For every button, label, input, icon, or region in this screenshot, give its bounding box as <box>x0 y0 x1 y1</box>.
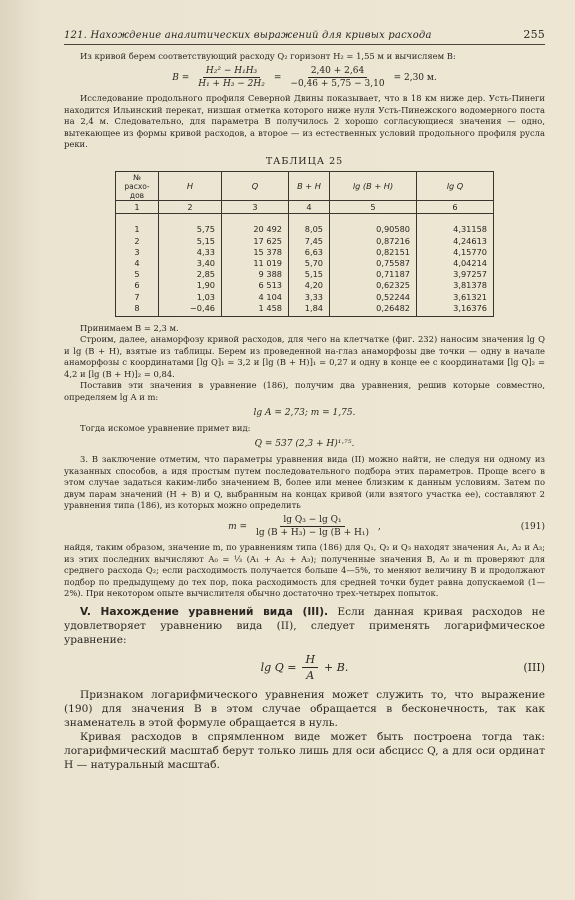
formula-m-frac <box>253 515 372 538</box>
table-cell: 5,75 <box>159 214 222 236</box>
table-row <box>116 236 494 247</box>
table-cell: 5,70 <box>289 258 330 269</box>
formula-b-frac2 <box>287 66 387 89</box>
table-header-lg-bh: lg (B + H) <box>330 172 417 201</box>
table-cell: 5 <box>116 269 159 280</box>
table-colnum-1: 1 <box>116 201 159 214</box>
formula-b-den1: H₁ + H₃ − 2H₂ <box>198 79 265 90</box>
paragraph-9: Признаком логарифмического уравнения может служить то, что выражение (190) для значения B в этом случае обращается в бесконечность, так как знаменатель в этой формуле обращается в нуль. <box>64 689 545 730</box>
formula-log-den: A <box>306 669 315 683</box>
paragraph-4: Строим, далее, анаморфозу кривой расходов, для чего на клетчатке (фиг. 232) наносим значения lg Q и lg (B + H), взятые из таблицы. Берем из проведенной на-глаз анаморфозы две точки — одну в начале анаморфозы с координатами [lg Q]₁ = 3,2 и [lg (B + H)]₁ = 0,27 и одну в конце ее с координатами [lg Q]₂ = 4,2 и [lg (B + H)]₂ = 0,84. <box>64 334 545 379</box>
table-cell: 0,26482 <box>330 303 417 317</box>
formula-b-result: = 2,30 м. <box>393 72 437 83</box>
table-cell: 3 <box>116 247 159 258</box>
formula-m-tail: , <box>378 521 381 532</box>
table-header-bh: B + H <box>289 172 330 201</box>
table-cell: 3,61321 <box>417 292 494 303</box>
table-row <box>116 292 494 303</box>
table-cell: 7 <box>116 292 159 303</box>
table-cell: 17 625 <box>222 236 289 247</box>
table-cell: 4,20 <box>289 280 330 291</box>
table-cell: 15 378 <box>222 247 289 258</box>
formula-m <box>64 515 545 538</box>
formula-q: Q = 537 (2,3 + H)¹·⁷⁵. <box>254 439 355 450</box>
formula-log-number: (III) <box>523 661 545 675</box>
table-cell: 3,81378 <box>417 280 494 291</box>
table-cell: 3,40 <box>159 258 222 269</box>
table-cell: 6,63 <box>289 247 330 258</box>
table-cell: 1 458 <box>222 303 289 317</box>
formula-m-number: (191) <box>520 521 545 532</box>
formula-log-lhs: lg Q = <box>260 661 297 675</box>
formula-log <box>64 653 545 682</box>
paragraph-6: Тогда искомое уравнение примет вид: <box>80 422 251 433</box>
paragraph-5: Поставив эти значения в уравнение (186), получим два уравнения, решив которые совместно, определяем lg A и m: <box>64 380 545 402</box>
table-row <box>116 214 494 236</box>
table-cell: 2,85 <box>159 269 222 280</box>
table-cell: 0,90580 <box>330 214 417 236</box>
section-5-paragraph <box>64 605 545 647</box>
formula-b-eq: = <box>273 72 282 83</box>
table-cell: 6 <box>116 280 159 291</box>
table-cell: 20 492 <box>222 214 289 236</box>
formula-log-frac <box>302 653 318 682</box>
page-number: 255 <box>523 28 545 41</box>
table-cell: 0,71187 <box>330 269 417 280</box>
table-cell: 2 <box>116 236 159 247</box>
table-colnum-2: 2 <box>159 201 222 214</box>
formula-log-tail: + B. <box>324 661 349 675</box>
section-5-text: Если данная кривая расходов не удовлетворяет уравнению вида (II), следует применять логарифмическое уравнение: <box>64 606 545 647</box>
table-header-no: № расхо-дов <box>116 172 159 201</box>
table-row <box>116 269 494 280</box>
section-5-heading: V. Нахождение уравнений вида (III). <box>80 606 329 619</box>
table-colnum-5: 5 <box>330 201 417 214</box>
table-cell: 0,75587 <box>330 258 417 269</box>
table-header-q: Q <box>222 172 289 201</box>
table-cell: 8,05 <box>289 214 330 236</box>
formula-lga-m: lg A = 2,73; m = 1,75. <box>253 407 356 418</box>
table-row <box>116 258 494 269</box>
table-row <box>116 280 494 291</box>
paragraph-2: Исследование продольного профиля Северной Двины показывает, что в 18 км ниже дер. Усть-Пинеги находится Ильинский перекат, низшая отметка которого ниже нуля Усть-Пинежского водомерного поста на 2,4 м. Следовательно, для параметра B получилось 2 хорошо согласующиеся значения — одно, вытекающее из формы кривой расходов, а второе — из естественных условий продольного профиля русла реки. <box>64 93 545 150</box>
running-head-title: 121. Нахождение аналитических выражений для кривых расхода <box>64 30 432 41</box>
table-cell: 4,04214 <box>417 258 494 269</box>
formula-b-num2: 2,40 + 2,64 <box>308 66 367 78</box>
running-head <box>64 28 545 45</box>
table-cell: 1,90 <box>159 280 222 291</box>
table-header-lg-q: lg Q <box>417 172 494 201</box>
formula-m-lhs: m = <box>228 521 248 532</box>
table-cell: 1,84 <box>289 303 330 317</box>
formula-b-frac1 <box>195 66 268 89</box>
table-cell: 5,15 <box>159 236 222 247</box>
data-table <box>115 171 494 317</box>
table-cell: 0,87216 <box>330 236 417 247</box>
table-cell: 1,03 <box>159 292 222 303</box>
table-cell: 5,15 <box>289 269 330 280</box>
table-colnum-4: 4 <box>289 201 330 214</box>
table-cell: 8 <box>116 303 159 317</box>
table-cell: 1 <box>116 214 159 236</box>
table-cell: 3,97257 <box>417 269 494 280</box>
paragraph-7: 3. В заключение отметим, что параметры уравнения вида (II) можно найти, не следуя ни одному из указанных способов, а идя простым путем последовательного подбора этих параметров. Проще всего в этом случае задаться каким-либо значением B, более или менее близким к данным условиям. Затем по двум парам значений (H + B) и Q, выбранным на концах кривой (или взятого участка ее), составляют 2 уравнения типа (186), из которых можно определить <box>64 454 545 510</box>
table-cell: 3,16376 <box>417 303 494 317</box>
table-cell: 0,52244 <box>330 292 417 303</box>
table-row <box>116 303 494 317</box>
table-cell: 11 019 <box>222 258 289 269</box>
paragraph-3: Принимаем B = 2,3 м. <box>80 323 179 334</box>
formula-m-den: lg (B + H₃) − lg (B + H₁) <box>256 528 370 539</box>
formula-log-num: H <box>302 653 318 668</box>
table-colnum-3: 3 <box>222 201 289 214</box>
table-cell: 0,82151 <box>330 247 417 258</box>
formula-b <box>64 66 545 89</box>
paragraph-8: найдя, таким образом, значение m, по уравнениям типа (186) для Q₁, Q₂ и Q₃ находят значения A₁, A₂ и A₃; из этих последних вычисляют A₀ = ⅓ (A₁ + A₂ + A₃); полученные значения B, A₀ и m проверяют для среднего расхода Q₂; если расходимость получается больше 4—5%, то меняют величину B и продолжают подбор по предыдущему до тех пор, пока расходимость для средней точки будет равна допускаемой (1—2%). При некотором опыте вычислителя обычно достаточно трех-четырех попыток. <box>64 542 545 598</box>
table-cell: 4 <box>116 258 159 269</box>
formula-b-num1: H₂² − H₁H₃ <box>203 66 260 78</box>
table-header-h: H <box>159 172 222 201</box>
formula-m-num: lg Q₃ − lg Q₁ <box>280 515 344 527</box>
table-cell: 9 388 <box>222 269 289 280</box>
table-cell: −0,46 <box>159 303 222 317</box>
paragraph-1: Из кривой берем соответствующий расходу Q₂ горизонт H₂ = 1,55 м и вычисляем B: <box>80 51 456 61</box>
table-title: ТАБЛИЦА 25 <box>265 156 344 168</box>
paragraph-10: Кривая расходов в спрямленном виде может быть построена тогда так: логарифмический масштаб берут только лишь для оси абсцисс Q, а для оси ординат H — натуральный масштаб. <box>64 731 545 772</box>
table-row <box>116 247 494 258</box>
table-cell: 3,33 <box>289 292 330 303</box>
table-cell: 4,15770 <box>417 247 494 258</box>
table-cell: 0,62325 <box>330 280 417 291</box>
table-cell: 4 104 <box>222 292 289 303</box>
table-cell: 4,33 <box>159 247 222 258</box>
table-colnum-6: 6 <box>417 201 494 214</box>
formula-b-lhs: B = <box>172 72 190 83</box>
table-cell: 4,31158 <box>417 214 494 236</box>
table-cell: 6 513 <box>222 280 289 291</box>
formula-b-den2: −0,46 + 5,75 − 3,10 <box>290 79 385 90</box>
table-body <box>116 214 494 317</box>
table-cell: 7,45 <box>289 236 330 247</box>
table-cell: 4,24613 <box>417 236 494 247</box>
